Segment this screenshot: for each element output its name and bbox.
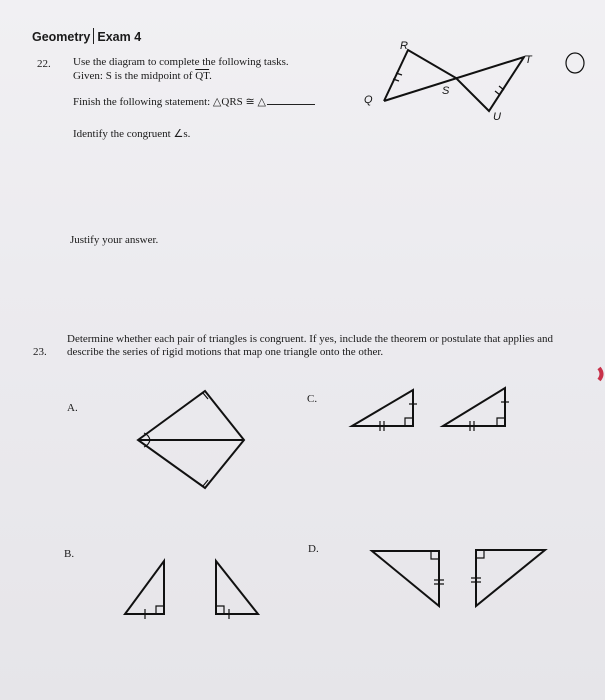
q22-given-segment: $\overline{QT}$ (195, 70, 210, 82)
q22-given-end: . (209, 70, 212, 82)
exam-title: Exam 4 (97, 30, 142, 44)
course-title: Geometry (32, 30, 91, 44)
q23-part-c-label: C. (307, 393, 318, 405)
margin-circle-mark (566, 53, 584, 73)
hash-marks-c-vertical (409, 402, 509, 404)
q22-number: 22. (37, 58, 51, 70)
vertex-s: S (442, 85, 450, 97)
q22-justify: Justify your answer. (70, 234, 159, 246)
q23-number: 23. (33, 346, 47, 358)
hash-marks-d (434, 578, 481, 584)
q22-identify: Identify the congruent ∠s. (73, 128, 191, 140)
vertex-t: T (525, 54, 532, 66)
q23-figure-c (352, 388, 509, 431)
q23-part-d-label: D. (308, 543, 319, 555)
q23-figure-b (125, 561, 258, 619)
q22-diagram (364, 40, 533, 123)
right-angle-marks-b (156, 606, 224, 614)
vertex-q: Q (364, 94, 373, 106)
q23-figure-a (138, 391, 244, 488)
triangle-d-right (476, 550, 545, 606)
q22-instruction: Use the diagram to complete the following tasks. (73, 56, 289, 68)
vertex-u: U (493, 111, 501, 123)
margin-red-mark (599, 368, 602, 380)
q23-part-b-label: B. (64, 548, 75, 560)
q23-part-a-label: A. (67, 402, 78, 414)
vertex-r: R (400, 40, 408, 52)
q23-figure-d (372, 550, 545, 606)
triangle-d-left (372, 551, 439, 606)
q22-given-text: Given: S is the midpoint of (73, 70, 196, 82)
q22-finish-text: Finish the following statement: △QRS ≅ △ (73, 96, 266, 108)
triangle-c-left (352, 390, 413, 426)
q22-triangles (384, 50, 524, 111)
q23-prompt: Determine whether each pair of triangles is congruent. If yes, include the theorem or postulate that applies and describe the series of rigid motions that map one triangle onto the other. (67, 333, 553, 358)
triangle-c-right (443, 388, 505, 426)
